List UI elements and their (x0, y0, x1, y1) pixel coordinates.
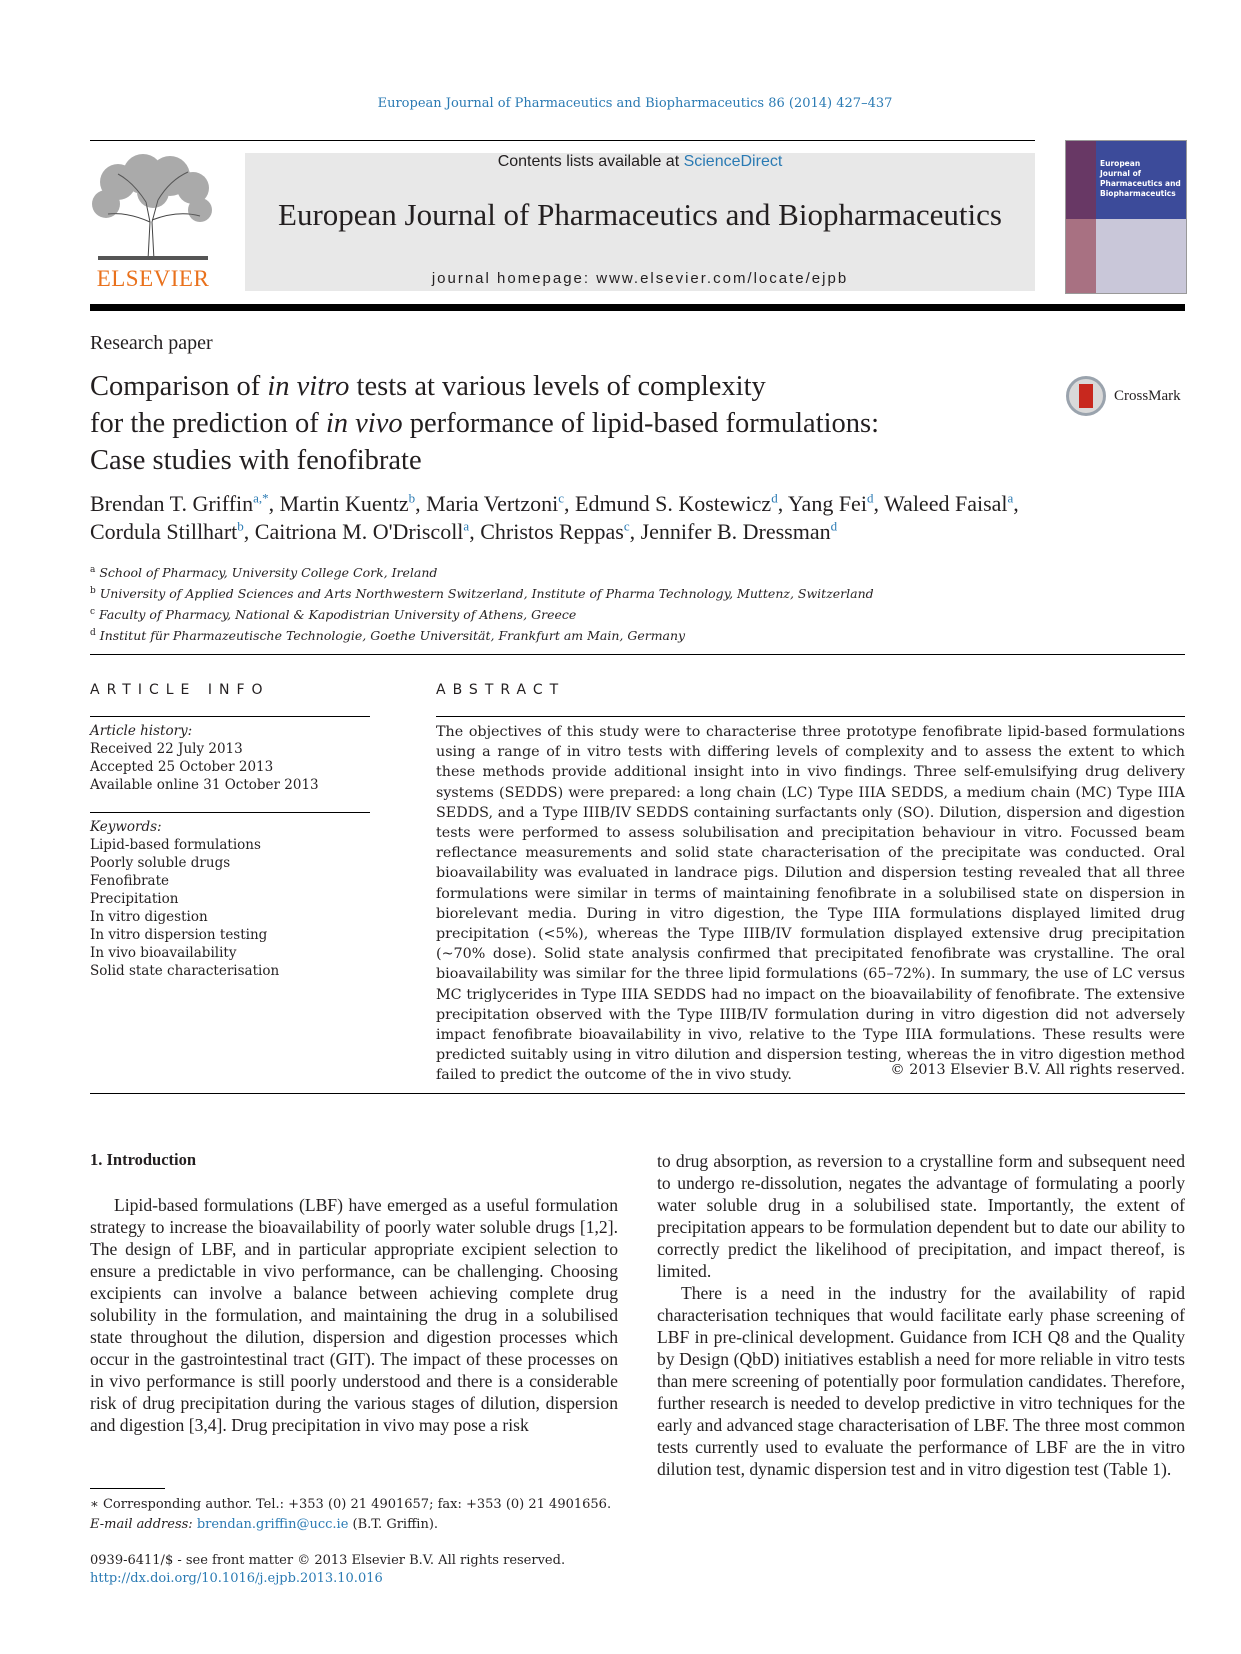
affiliation-item (90, 561, 1190, 582)
article-type: Research paper (90, 332, 213, 354)
author-separator: , (629, 519, 641, 544)
author-name: Waleed Faisal (884, 491, 1008, 516)
elsevier-logo (88, 152, 218, 292)
history-item: Received 22 July 2013 (90, 741, 243, 757)
keyword-item: Fenofibrate (90, 873, 170, 889)
author-affiliation-mark[interactable]: d (771, 490, 778, 506)
keyword-item: Precipitation (90, 891, 179, 907)
sciencedirect-link[interactable]: ScienceDirect (683, 153, 783, 170)
author-separator: , (1013, 491, 1019, 516)
journal-cover-thumbnail (1065, 140, 1187, 294)
front-matter-info (90, 1552, 630, 1588)
journal-banner (245, 153, 1035, 291)
body-column-left (90, 1194, 618, 1436)
author-name: Jennifer B. Dressman (640, 519, 831, 544)
crossmark-bookmark-icon (1079, 384, 1093, 408)
author-list (90, 490, 1190, 546)
crossmark-badge[interactable] (1066, 376, 1196, 420)
article-info-rule (90, 812, 370, 813)
affiliation-mark: b (90, 586, 96, 597)
author-name: Brendan T. Griffin (90, 491, 254, 516)
author-affiliation-mark[interactable]: b (408, 490, 416, 506)
body-paragraph: There is a need in the industry for the availability of rapid characterisation techniques that would facilitate early phase screening of LBF in pre-clinical development. Guidance from ICH Q8 and the Quality by Design (QbD) initiatives establish a need for more reliable in vitro tests than mere screening of potentially poor formulation candidates. Therefore, further research is needed to develop predictive in vitro techniques for the early and advanced stage characterisation of LBF. The three most common tests currently used to evaluate the performance of LBF are the in vitro dilution test, dynamic dispersion test and in vitro digestion test (Table 1). (657, 1283, 1185, 1479)
elsevier-wordmark: ELSEVIER (96, 266, 210, 291)
author-affiliation-mark[interactable]: d (830, 518, 838, 534)
keyword-item: In vitro digestion (90, 909, 208, 925)
title-part-italic: in vivo (325, 408, 403, 439)
title-part-italic: in vitro (267, 371, 350, 402)
keyword-item: In vitro dispersion testing (90, 927, 268, 943)
footnote-rule (90, 1488, 165, 1489)
body-paragraph: to drug absorption, as reversion to a crystalline form and subsequent need to undergo re-dissolution, negates the advantage of formulating a poorly water soluble drug in a solubilised state. Importantly, the extent of precipitation appears to be formulation dependent but to date our ability to correctly predict the likelihood of precipitation, and impact thereof, is limited. (657, 1151, 1185, 1281)
affiliation-text: University of Applied Sciences and Arts Northwestern Switzerland, Institute of Pharma Technology, Muttenz, Switzerland (99, 586, 874, 602)
cover-title-line: Biopharmaceutics (1100, 189, 1176, 198)
footnote-corresponding: ∗ Corresponding author. Tel.: +353 (0) 21 4901657; fax: +353 (0) 21 4901656. (90, 1497, 612, 1512)
issn-line: 0939-6411/$ - see front matter © 2013 Elsevier B.V. All rights reserved. (90, 1553, 566, 1568)
abstract-rule (436, 716, 1185, 717)
section-rule (90, 654, 1185, 655)
cover-strip (1066, 141, 1096, 293)
doi-link[interactable]: http://dx.doi.org/10.1016/j.ejpb.2013.10.016 (90, 1571, 383, 1586)
affiliation-item (90, 582, 1190, 603)
cover-title-line: Pharmaceutics and (1100, 179, 1181, 188)
abstract-heading: ABSTRACT (436, 682, 566, 698)
cover-title-line: European (1100, 159, 1141, 168)
author-affiliation-mark[interactable]: c (623, 518, 630, 534)
affiliation-item (90, 624, 1190, 645)
article-info-heading: ARTICLE INFO (90, 682, 270, 698)
author-affiliation-mark[interactable]: a (1007, 490, 1014, 506)
title-part: Case studies with fenofibrate (90, 445, 422, 476)
affiliation-mark: d (90, 628, 96, 639)
author-separator: , (777, 491, 788, 516)
author-affiliation-mark[interactable]: d (866, 490, 874, 506)
title-part: tests at various levels of complexity (349, 371, 766, 402)
keyword-item: Poorly soluble drugs (90, 855, 231, 871)
crossmark-label: CrossMark (1114, 388, 1181, 404)
journal-name: European Journal of Pharmaceutics and Biopharmaceutics (278, 197, 1002, 232)
author-name: Caitriona M. O'Driscoll (254, 519, 464, 544)
article-history (90, 722, 370, 794)
cover-title (1100, 159, 1184, 199)
footnote-email-line (90, 1515, 630, 1535)
header-thick-rule (90, 304, 1185, 311)
history-item: Available online 31 October 2013 (90, 777, 319, 793)
author-affiliation-mark[interactable]: a,* (253, 490, 269, 506)
author-name: Martin Kuentz (279, 491, 409, 516)
history-label: Article history: (90, 723, 193, 739)
article-title (90, 368, 1050, 479)
email-suffix: (B.T. Griffin). (352, 1517, 439, 1532)
affiliation-list (90, 561, 1190, 646)
affiliation-item (90, 603, 1190, 624)
history-item: Accepted 25 October 2013 (90, 759, 274, 775)
author-affiliation-mark[interactable]: b (237, 518, 244, 534)
author-name: Edmund S. Kostewicz (575, 491, 772, 516)
affiliation-mark: a (90, 565, 96, 575)
affiliation-text: School of Pharmacy, University College Cork, Ireland (99, 565, 438, 581)
email-link[interactable]: brendan.griffin@ucc.ie (196, 1517, 349, 1532)
author-affiliation-mark[interactable]: a (463, 518, 470, 534)
title-part: for the prediction of (90, 408, 326, 439)
affiliation-mark: c (90, 607, 96, 618)
contents-line (245, 153, 1035, 171)
article-info-rule (90, 716, 370, 717)
author-separator: , (873, 491, 885, 516)
email-label: E-mail address: (90, 1517, 193, 1532)
cover-title-line: Journal of (1100, 169, 1141, 178)
corresponding-author-footnote (90, 1495, 630, 1535)
body-paragraph: Lipid-based formulations (LBF) have emerged as a useful formulation strategy to increase the bioavailability of poorly water soluble drugs [1,2]. The design of LBF, and in particular appropriate excipient selection to ensure a predictable in vivo performance, can be challenging. Choosing excipients can involve a balance between achieving complete drug solubility in the formulation, and maintaining the drug in a solubilised state throughout the dilution, dispersion and digestion processes which occur in the gastrointestinal tract (GIT). The impact of these processes on in vivo performance is still poorly understood and there is a considerable risk of drug precipitation during the various stages of dilution, dispersion and digestion [3,4]. Drug precipitation in vivo may pose a risk (90, 1195, 618, 1435)
author-separator: , (469, 519, 481, 544)
contents-prefix: Contents lists available at (497, 153, 684, 170)
affiliation-text: Institut für Pharmazeutische Technologie, Goethe Universität, Frankfurt am Main, Germany (99, 628, 686, 644)
abstract-text: The objectives of this study were to characterise three prototype fenofibrate lipid-based formulations using a range of in vitro tests with differing levels of complexity and to assess the extent to which these methods provide additional insight into in vivo findings. Three self-emulsifying drug delivery systems (SEDDS) were prepared: a long chain (LC) Type IIIA SEDDS, a medium chain (MC) Type IIIA SEDDS, and a Type IIIB/IV SEDDS containing surfactants only (SO). Dilution, dispersion and digestion tests were performed to assess solubilisation and precipitation behaviour in vitro. Focussed beam reflectance measurements and solid state characterisation of the precipitate was conducted. Oral bioavailability was evaluated in landrace pigs. Dilution and dispersion testing revealed that all three formulations were similar in terms of maintaining fenofibrate in a solubilised state on dispersion in biorelevant media. During in vitro digestion, the Type IIIA formulations displayed limited drug precipitation (<5%), whereas the Type IIIB/IV formulation displayed extensive drug precipitation (~70% dose). Solid state analysis confirmed that precipitated fenofibrate was crystalline. The oral bioavailability was similar for the three lipid formulations (65–72%). In summary, the use of LC versus MC triglycerides in Type IIIA SEDDS had no impact on the bioavailability of fenofibrate. The extensive precipitation observed with the Type IIIB/IV formulation during in vitro digestion did not adversely impact fenofibrate bioavailability in vivo, relative to the Type IIIA formulations. These results were predicted suitably using in vitro dilution and dispersion testing, whereas the in vitro digestion method failed to predict the outcome of the in vivo study. (436, 724, 1185, 1084)
author-affiliation-mark[interactable]: c (558, 490, 565, 506)
journal-homepage[interactable]: journal homepage: www.elsevier.com/locate/ejpb (431, 270, 849, 287)
author-separator: , (243, 519, 255, 544)
author-separator: , (564, 491, 576, 516)
section-rule (90, 1093, 1185, 1094)
tree-icon (88, 152, 218, 262)
abstract-copyright: © 2013 Elsevier B.V. All rights reserved. (890, 1062, 1185, 1078)
author-name: Yang Fei (787, 491, 867, 516)
body-column-right (657, 1150, 1185, 1480)
section-heading-introduction: 1. Introduction (90, 1150, 197, 1169)
author-separator: , (415, 491, 427, 516)
author-separator: , (268, 491, 280, 516)
title-part: performance of lipid-based formulations: (402, 408, 880, 439)
author-name: Cordula Stillhart (90, 519, 238, 544)
author-name: Christos Reppas (480, 519, 624, 544)
header-rule (90, 140, 1035, 141)
keyword-item: Solid state characterisation (90, 963, 280, 979)
affiliation-text: Faculty of Pharmacy, National & Kapodistrian University of Athens, Greece (99, 607, 577, 623)
keyword-item: Lipid-based formulations (90, 837, 261, 853)
author-name: Maria Vertzoni (426, 491, 559, 516)
keyword-item: In vivo bioavailability (90, 945, 237, 961)
title-part: Comparison of (90, 371, 268, 402)
journal-citation[interactable]: European Journal of Pharmaceutics and Biopharmaceutics 86 (2014) 427–437 (377, 96, 893, 111)
keyword-list (90, 818, 370, 980)
keywords-label: Keywords: (90, 819, 162, 835)
